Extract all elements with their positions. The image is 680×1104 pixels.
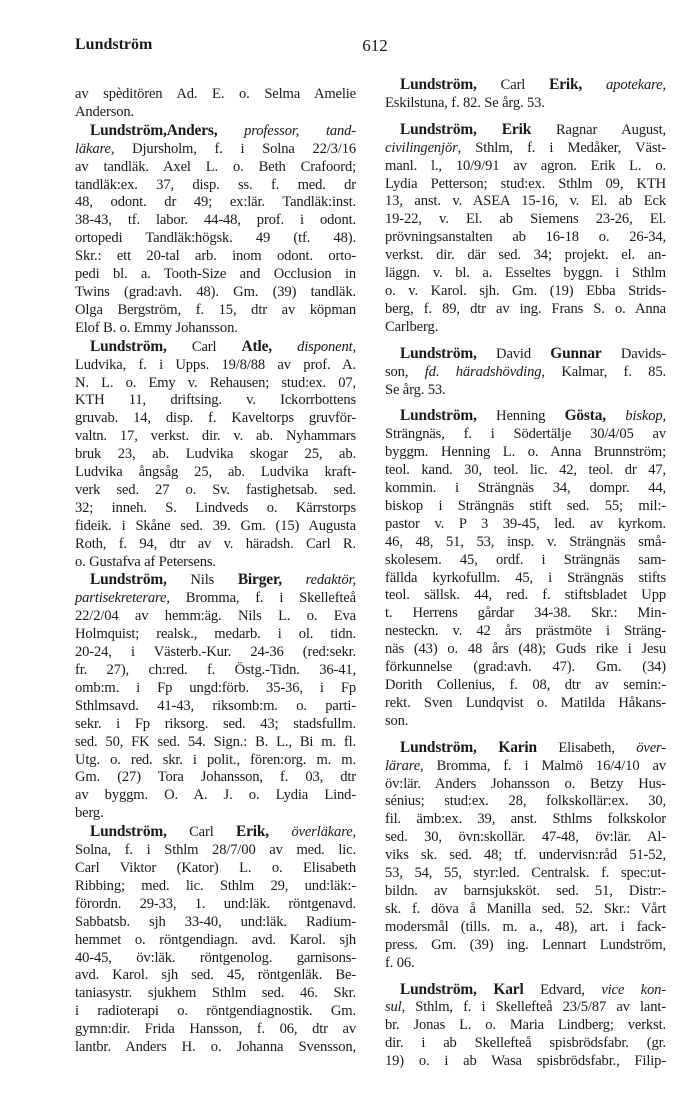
text-line — [75, 967, 356, 985]
text-line — [385, 623, 666, 641]
text-run: Ribbing; med. lic. Sthlm 29, und:läk:- — [75, 877, 356, 894]
text-line — [385, 937, 666, 955]
text-run: Davids- — [601, 345, 666, 362]
text-line — [75, 194, 356, 212]
entry-name: Gunnar — [550, 344, 602, 362]
text-run: sénius; stud:ex. 28, folkskollär:ex. 30, — [385, 793, 666, 810]
text-line — [385, 1035, 666, 1053]
text-run: Utg. o. red. skr. i polit., fören:org. m. m. — [75, 751, 356, 768]
text-line — [385, 95, 666, 113]
text-line — [385, 247, 666, 265]
entry-name: Lundström, — [90, 823, 167, 841]
text-line — [75, 680, 356, 698]
text-run: avd. Karol. sjh sed. 45, röntgenläk. Be- — [75, 967, 356, 984]
text-run — [217, 123, 244, 139]
text-line — [385, 847, 666, 865]
text-line — [75, 752, 356, 770]
text-run: , Sthlm, f. i Skellefteå 23/5/87 av lant- — [401, 999, 666, 1016]
text-run: Elof B. o. Emmy Johansson. — [75, 319, 238, 336]
occupation: apotekare, — [606, 77, 666, 93]
entry-name: Gösta, — [564, 407, 606, 425]
text-run: KTH 11, driftsing. v. Ickorrbottens — [75, 392, 356, 409]
text-line — [385, 713, 666, 731]
text-run: Holmquist; realsk., medarb. i ol. tidn. — [75, 626, 356, 643]
text-run: sekr. i Fp riksorg. sed. 43; stadsfullm. — [75, 715, 356, 732]
text-run: tandläk:ex. 37, disp. ss. f. med. dr — [75, 176, 356, 193]
text-line — [385, 793, 666, 811]
text-run: Ludvika ångsåg 25, ab. Ludvika kraft- — [75, 464, 356, 481]
text-run: modersmål (tills. m. a., 48), art. i fack- — [385, 918, 666, 935]
text-run: teol. sällsk. 44, red. f. stiftsbladet Upp — [385, 587, 666, 604]
text-line — [385, 829, 666, 847]
text-line — [75, 985, 356, 1003]
text-run: fil. ämb:ex. 39, anst. Sthlms folkskolor — [385, 811, 666, 828]
text-line — [75, 392, 356, 410]
entry-name: Lundström, — [400, 344, 477, 362]
text-run: Anderson. — [75, 103, 135, 120]
text-run: 32; inneh. S. Lindveds o. Kärrstorps — [75, 499, 356, 516]
text-line — [75, 823, 356, 842]
text-run: Gm. (27) Tora Johansson, f. 03, dtr — [75, 769, 356, 786]
text-run — [269, 824, 291, 840]
text-line — [75, 302, 356, 320]
occupation: biskop, — [625, 408, 666, 425]
text-run: press. Gm. (39) ing. Lennart Lundström, — [385, 936, 666, 953]
entry-name: Atle, — [241, 337, 272, 355]
text-run — [582, 77, 606, 93]
text-line — [385, 407, 666, 426]
text-run: rekt. Sven Lundqvist o. Matilda Håkans- — [385, 694, 666, 711]
text-line — [75, 644, 356, 662]
text-line — [385, 498, 666, 516]
text-run: av tandläk. Axel L. o. Beth Crafoord; — [75, 158, 356, 175]
left-column — [75, 86, 356, 1057]
text-line — [385, 739, 666, 758]
text-line — [75, 734, 356, 752]
text-run: Carl — [166, 824, 236, 841]
text-run: biskop i Strängnäs stift sed. 55; mil:- — [385, 497, 666, 514]
text-line — [75, 914, 356, 932]
text-line — [75, 590, 356, 608]
text-run: verkst. dir. där sed. 34; projekt. el. an- — [385, 247, 666, 264]
occupation: redaktör, — [305, 572, 356, 589]
text-line — [75, 518, 356, 536]
text-line — [385, 659, 666, 677]
occupation: sul — [385, 999, 402, 1016]
text-run: Se årg. 53. — [385, 381, 446, 398]
biography-entry — [75, 86, 356, 122]
text-line — [75, 357, 356, 375]
text-run: skolesem. 45, ordf. i Strängnäs sam- — [385, 551, 666, 568]
text-line — [385, 480, 666, 498]
text-run: Ragnar August, — [531, 121, 666, 138]
text-line — [75, 878, 356, 896]
text-run: sk. f. döva å Manilla sed. 52. Skr.: Vårt — [385, 900, 666, 917]
text-run — [272, 339, 297, 355]
text-run: verk sed. 27 o. Sv. fastighetsab. sed. — [75, 481, 356, 498]
text-line — [75, 284, 356, 302]
text-run: , Sthlm, f. i Medåker, Väst- — [457, 139, 666, 156]
text-line — [385, 319, 666, 337]
text-run: t. Herrens gårdar 34-38. Skr.: Min- — [385, 605, 666, 622]
occupation: civilingenjör — [385, 139, 458, 156]
biography-entry — [75, 122, 356, 338]
entry-name: Lundström, — [400, 407, 477, 425]
text-line — [75, 86, 356, 104]
text-line — [385, 758, 666, 776]
text-line — [385, 364, 666, 382]
text-line — [385, 1017, 666, 1035]
text-run: bildn. av barnsjuksköt. sed. 51, Distr:- — [385, 882, 666, 899]
text-run: pedi bl. a. Tooth-Size and Occlusion in — [75, 266, 356, 283]
text-run: av spèditören Ad. E. o. Selma Amelie — [75, 86, 356, 102]
text-line — [385, 919, 666, 937]
text-run: Olga Bergström, f. 15, dtr av köpman — [75, 301, 356, 318]
biography-entry — [75, 823, 356, 1057]
text-line — [385, 444, 666, 462]
text-line — [385, 176, 666, 194]
text-line — [385, 426, 666, 444]
text-run: Elisabeth, — [536, 739, 637, 756]
text-line — [385, 605, 666, 623]
entry-name: Lundström, Karin — [400, 738, 537, 756]
text-line — [75, 428, 356, 446]
occupation: vice kon- — [601, 981, 667, 998]
text-run: i radioterapi o. röntgendiagnostik. Gm. — [75, 1003, 356, 1020]
entry-name: Lundström, Erik — [400, 120, 532, 138]
text-line — [385, 776, 666, 794]
text-run: Ludvika, f. i Upps. 19/8/88 av prof. A. — [75, 356, 356, 373]
text-run: Edvard, — [523, 981, 602, 998]
occupation: lärare — [385, 757, 421, 774]
text-run: sed. 30, övn:skollär. 47-48, öv:lär. Al- — [385, 829, 666, 846]
text-run: förkunnelse (grad:avh. 47). Gm. (34) — [385, 659, 666, 676]
entry-name: Birger, — [237, 571, 282, 589]
page-number: 612 — [362, 36, 388, 55]
text-line — [385, 140, 666, 158]
text-run: berg, f. 89, dtr av ing. Frans S. o. Anna — [385, 300, 666, 317]
text-line — [75, 805, 356, 823]
entry-name: Erik, — [235, 823, 269, 841]
occupation: överläkare, — [291, 824, 357, 841]
text-run: Roth, f. 94, dtr av v. häradsh. Carl R. — [75, 535, 356, 552]
text-line — [75, 896, 356, 914]
text-run: öv:lär. Anders Johansson o. Betzy Hus- — [385, 775, 666, 792]
text-line — [75, 716, 356, 734]
entry-name: Erik, — [549, 76, 583, 93]
text-run — [606, 408, 625, 424]
text-run: taniasystr. sjukhem Sthlm sed. 46. Skr. — [75, 985, 356, 1002]
text-line — [75, 104, 356, 122]
text-run: sed. 50, FK sed. 54. Sign.: B. L., Bi m. fl. — [75, 733, 356, 750]
text-line — [75, 950, 356, 968]
text-line — [385, 999, 666, 1017]
text-line — [75, 626, 356, 644]
entry-name: Lundström, — [90, 337, 167, 355]
entry-name: Lundström, — [400, 76, 477, 93]
text-line — [75, 410, 356, 428]
text-run: berg. — [75, 805, 104, 822]
text-run: av byggm. O. A. J. o. Lydia Lind- — [75, 787, 356, 804]
text-run: 13, anst. v. ASEA 15-16, v. El. ab Eck — [385, 193, 666, 210]
text-run: bruk 23, ab. Ludvika skogar 25, ab. — [75, 446, 356, 463]
text-run: , Djursholm, f. i Solna 22/3/16 — [110, 140, 356, 157]
text-run: br. Jonas L. o. Maria Lindberg; verkst. — [385, 1017, 666, 1034]
text-run: David — [476, 345, 551, 362]
text-run: gruvab. 14, disp. f. Kaveltorps gruvför- — [75, 410, 356, 427]
text-run: näs (43) o. 48 års (48); Guds rike i Jesu — [385, 641, 666, 658]
text-line — [75, 1039, 356, 1057]
text-line — [75, 446, 356, 464]
text-line — [75, 608, 356, 626]
text-run: 53, 54, 55, styr:led. Centralsk. f. spec:ut- — [385, 865, 666, 882]
biography-entry — [385, 121, 666, 337]
text-line — [75, 698, 356, 716]
text-line — [75, 500, 356, 518]
text-run: omb:m. i Fp ungd:förb. 35-36, i Fp — [75, 679, 356, 696]
text-line — [385, 641, 666, 659]
text-run: kommin. i Strängnäs 34, dompr. 44, — [385, 480, 666, 497]
text-line — [385, 158, 666, 176]
text-line — [385, 811, 666, 829]
text-line — [75, 320, 356, 338]
text-run: Lydia Petterson; stud:ex. Sthlm 09, KTH — [385, 175, 666, 192]
text-line — [75, 1021, 356, 1039]
entry-name: Lundström, — [90, 571, 167, 589]
text-line — [75, 122, 356, 141]
biography-entry — [385, 981, 666, 1072]
text-run: Carl — [166, 338, 242, 355]
text-line — [75, 248, 356, 266]
text-run: nesteckn. v. 42 års prästmöte i Sträng- — [385, 623, 666, 640]
occupation: läkare — [75, 140, 111, 157]
text-line — [385, 955, 666, 973]
text-run: 19-22, v. El. ab Siemens 23-26, El. — [385, 211, 666, 228]
text-line — [75, 159, 356, 177]
text-run: förordn. 29-33, 1. und:läk. röntgenavd. — [75, 895, 356, 912]
text-line — [385, 211, 666, 229]
text-line — [75, 338, 356, 357]
text-line — [75, 536, 356, 554]
text-line — [385, 865, 666, 883]
running-head: Lundström — [75, 36, 153, 53]
text-run: Carl Viktor (Kator) L. o. Elisabeth — [75, 859, 356, 876]
text-run: son. — [385, 712, 409, 729]
text-line — [385, 883, 666, 901]
text-line — [385, 229, 666, 247]
text-line — [75, 662, 356, 680]
biography-entry — [385, 76, 666, 113]
text-run — [282, 572, 306, 588]
text-run: , Kalmar, f. 85. — [541, 363, 666, 380]
text-run: Carl — [476, 77, 550, 93]
text-line — [75, 212, 356, 230]
text-line — [75, 375, 356, 393]
text-run: fideik. i Skåne sed. 39. Gm. (15) Augusta — [75, 517, 356, 534]
text-line — [385, 265, 666, 283]
text-run: , Bromma, f. i Skellefteå — [166, 590, 356, 607]
text-line — [385, 193, 666, 211]
text-run: Eskilstuna, f. 82. Se årg. 53. — [385, 94, 545, 111]
biography-entry — [75, 571, 356, 823]
text-run: dir. i ab Skellefteå spisbrödsfabr. (gr. — [385, 1035, 666, 1052]
entry-name: Lundström, Karl — [400, 980, 524, 998]
occupation: professor, tand- — [244, 122, 356, 139]
text-run: o. v. Karol. sjh. Gm. (19) Ebba Strids- — [385, 282, 666, 299]
biography-entry — [385, 345, 666, 400]
biography-entry — [75, 338, 356, 572]
text-run: 20-24, i Västerb.-Kur. 24-36 (red:sekr. — [75, 644, 356, 661]
text-line — [75, 554, 356, 572]
text-line — [385, 552, 666, 570]
text-run: , Bromma, f. i Malmö 16/4/10 av — [420, 757, 666, 774]
text-run: N. L. o. Emy v. Rehausen; stud:ex. 07, — [75, 374, 356, 391]
text-run: läggn. v. bl. a. Esseltes byggn. i Sthlm — [385, 265, 666, 282]
text-line — [75, 230, 356, 248]
biography-entry — [385, 407, 666, 730]
text-line — [75, 842, 356, 860]
occupation: disponent, — [297, 338, 357, 355]
text-run: fällda kyrkofullm. 45, i Strängnäs stifts — [385, 569, 666, 586]
text-line — [385, 534, 666, 552]
text-run: Carlberg. — [385, 318, 439, 335]
text-run: 22/2/04 av hemm:äg. Nils L. o. Eva — [75, 608, 356, 625]
text-run: Twins (grad:avh. 48). Gm. (39) tandläk. — [75, 283, 356, 300]
text-run: Henning — [476, 408, 565, 425]
text-line — [75, 860, 356, 878]
text-line — [75, 932, 356, 950]
text-line — [385, 121, 666, 140]
biography-entry — [385, 739, 666, 973]
occupation: fd. häradshövding — [424, 363, 542, 380]
text-run: 46, 48, 51, 53, insp. v. Strängnäs små- — [385, 533, 666, 550]
text-run: f. 06. — [385, 954, 415, 971]
text-run: gymn:dir. Frida Hansson, f. 06, dtr av — [75, 1021, 356, 1038]
text-line — [385, 981, 666, 1000]
text-run: hemmet o. röntgendiagn. avd. Karol. sjh — [75, 931, 356, 948]
text-line — [385, 462, 666, 480]
occupation: över- — [636, 739, 666, 756]
text-run: pastor v. P 3 39-45, led. av kyrkom. — [385, 515, 666, 532]
text-run: teol. kand. 30, teol. lic. 42, teol. dr 47, — [385, 462, 666, 479]
text-line — [385, 283, 666, 301]
text-line — [385, 677, 666, 695]
text-line — [75, 1003, 356, 1021]
text-line — [385, 345, 666, 364]
text-run: o. Gustafva af Petersens. — [75, 553, 216, 570]
text-line — [75, 482, 356, 500]
text-run: son, — [385, 363, 425, 380]
entry-name: Lundström,Anders, — [90, 121, 218, 139]
text-line — [75, 787, 356, 805]
text-run: viks sk. sed. 48; tf. undervisn:råd 51-52, — [385, 847, 666, 864]
text-line — [385, 1053, 666, 1071]
text-line — [385, 901, 666, 919]
text-line — [385, 516, 666, 534]
text-run: 19) o. i ab Wasa spisbrödsfabr., Filip- — [385, 1053, 666, 1070]
text-run: fr. 27), ch:red. f. Östg.-Tidn. 36-41, — [75, 662, 356, 678]
text-line — [75, 769, 356, 787]
text-line — [385, 301, 666, 319]
text-run: Skr.: ett 20-tal arb. inom odont. orto- — [75, 248, 356, 265]
text-line — [75, 571, 356, 590]
text-run: Solna, f. i Sthlm 28/7/00 av med. lic. — [75, 842, 356, 859]
text-run: Sthlmsavd. 41-43, riksomb:m. o. parti- — [75, 697, 356, 714]
occupation: partisekreterare — [75, 590, 167, 607]
text-line — [385, 587, 666, 605]
text-line — [75, 141, 356, 159]
text-line — [75, 464, 356, 482]
text-run: valtn. 17, verkst. dir. v. ab. Nyhammars — [75, 428, 356, 445]
text-run: prövningsanstalten ab 16-18 o. 26-34, — [385, 229, 666, 246]
text-run: Sabbatsb. sjh 33-40, und:läk. Radium- — [75, 913, 356, 930]
text-line — [385, 382, 666, 400]
text-run: ortopedi Tandläk:högsk. 49 (tf. 48). — [75, 230, 356, 247]
text-line — [385, 570, 666, 588]
text-run: lantbr. Anders H. o. Johanna Svensson, — [75, 1039, 356, 1056]
text-line — [75, 177, 356, 195]
text-run: Nils — [166, 572, 238, 589]
right-column — [385, 76, 666, 1079]
text-line — [75, 266, 356, 284]
text-run: byggm. Henning L. o. Anna Brunnström; — [385, 444, 666, 461]
text-run: Dorith Collenius, f. 08, dtr av semin:- — [385, 677, 666, 693]
text-run: manl. l., 10/9/91 av agron. Erik L. o. — [385, 157, 666, 174]
text-run: 48, odont. dr 49; ex:lär. Tandläk:inst. — [75, 194, 356, 211]
text-line — [385, 695, 666, 713]
text-run: 40-45, öv:läk. röntgenolog. garnisons- — [75, 949, 356, 966]
text-run: Strängnäs, f. i Södertälje 30/4/05 av — [385, 426, 666, 443]
text-line — [385, 76, 666, 95]
text-run: 38-43, tf. labor. 44-48, prof. i odont. — [75, 212, 356, 229]
